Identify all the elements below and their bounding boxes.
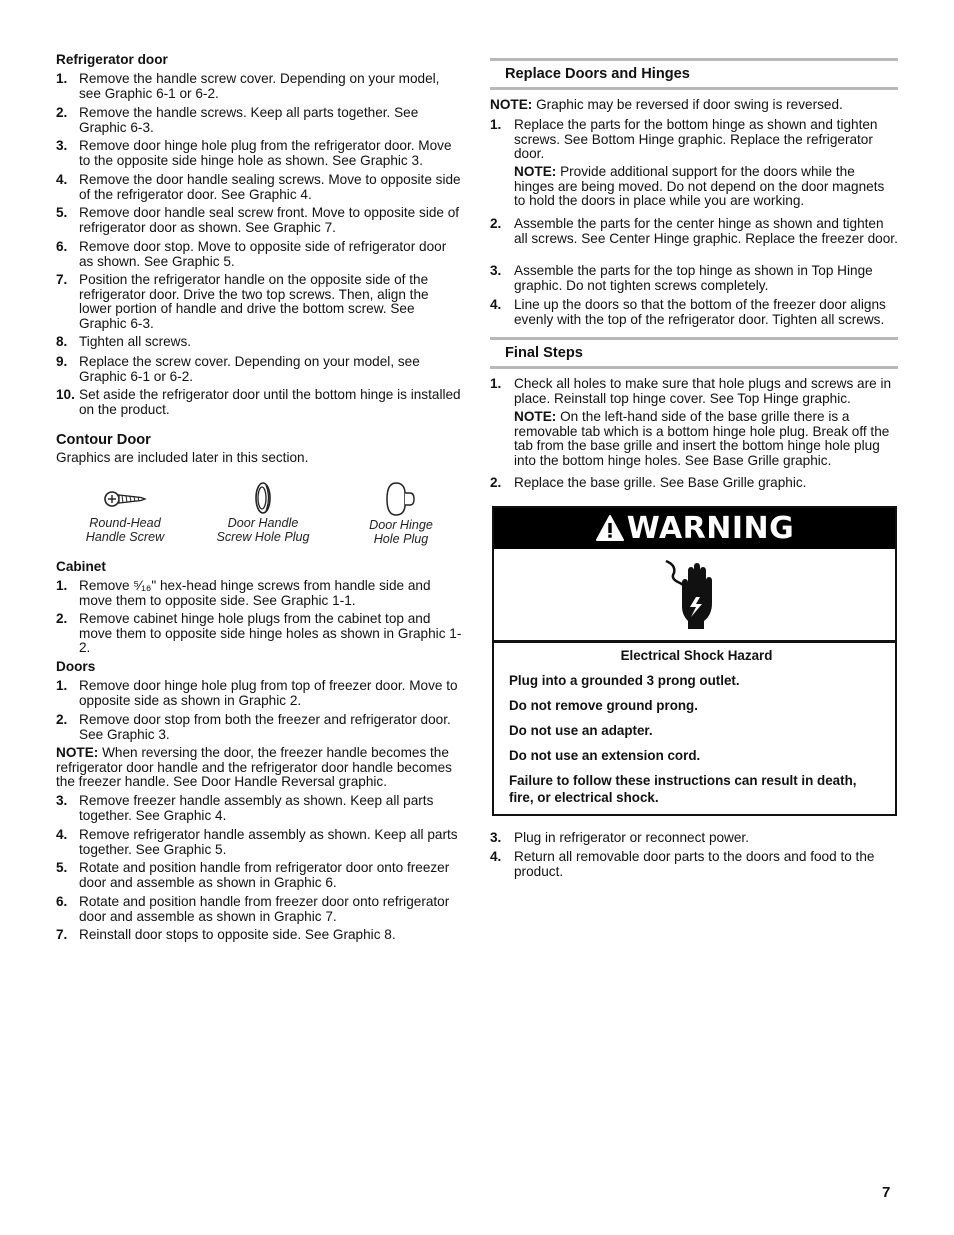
doors-heading: Doors: [56, 659, 96, 674]
final-steps-title: Final Steps: [505, 345, 583, 361]
replace-step1-note: NOTE: Provide additional support for the doors while the hinges are being moved. Do not depend on the door magnets to hold the doors in place while you are working.: [514, 164, 885, 209]
warning-box: [492, 506, 897, 816]
warning-triangle-icon: [595, 514, 625, 542]
hinge-plug-icon: [384, 480, 418, 518]
warning-icon-area: [494, 549, 895, 643]
hole-plug-icon: [251, 480, 275, 516]
refrigerator-door-heading: Refrigerator door: [56, 52, 168, 67]
section-divider: [490, 87, 898, 90]
doors-note: NOTE: When reversing the door, the freezer handle becomes the refrigerator door handle and the refrigerator door handle becomes the freezer handle. See Door Handle Reversal graphic.: [56, 745, 452, 790]
warning-line: Do not use an adapter.: [509, 723, 653, 738]
electric-shock-hand-icon: [662, 557, 724, 633]
section-divider: [490, 366, 898, 369]
page-number: 7: [882, 1184, 891, 1201]
replace-note: NOTE: Graphic may be reversed if door swing is reversed.: [490, 97, 843, 112]
replace-doors-title: Replace Doors and Hinges: [505, 66, 690, 82]
warning-line: Plug into a grounded 3 prong outlet.: [509, 673, 740, 688]
warning-line: Do not remove ground prong.: [509, 698, 698, 713]
warning-line: Do not use an extension cord.: [509, 748, 701, 763]
section-divider: [490, 337, 898, 340]
section-divider: [490, 58, 898, 61]
warning-header: WARNING: [494, 508, 895, 549]
round-head-screw-icon: [103, 482, 147, 516]
final-step1-note: NOTE: On the left-hand side of the base grille there is a removable tab which is a bottom hinge hole plug. Break off the tab from the base grille and insert the bottom hinge hole plug into the bottom hinge holes. See Base Grille graphic.: [514, 409, 890, 468]
figure-round-head-screw: Round-Head Handle Screw: [68, 482, 182, 544]
cabinet-heading: Cabinet: [56, 559, 106, 574]
warning-hazard-title: Electrical Shock Hazard: [620, 648, 773, 663]
warning-line: Failure to follow these instructions can result in death, fire, or electrical shock.: [509, 773, 857, 805]
figure-door-handle-screw-hole-plug: Door Handle Screw Hole Plug: [206, 480, 320, 544]
contour-door-intro: Graphics are included later in this section.: [56, 450, 309, 465]
figure-door-hinge-hole-plug: Door Hinge Hole Plug: [344, 480, 458, 546]
contour-door-heading: Contour Door: [56, 432, 151, 448]
